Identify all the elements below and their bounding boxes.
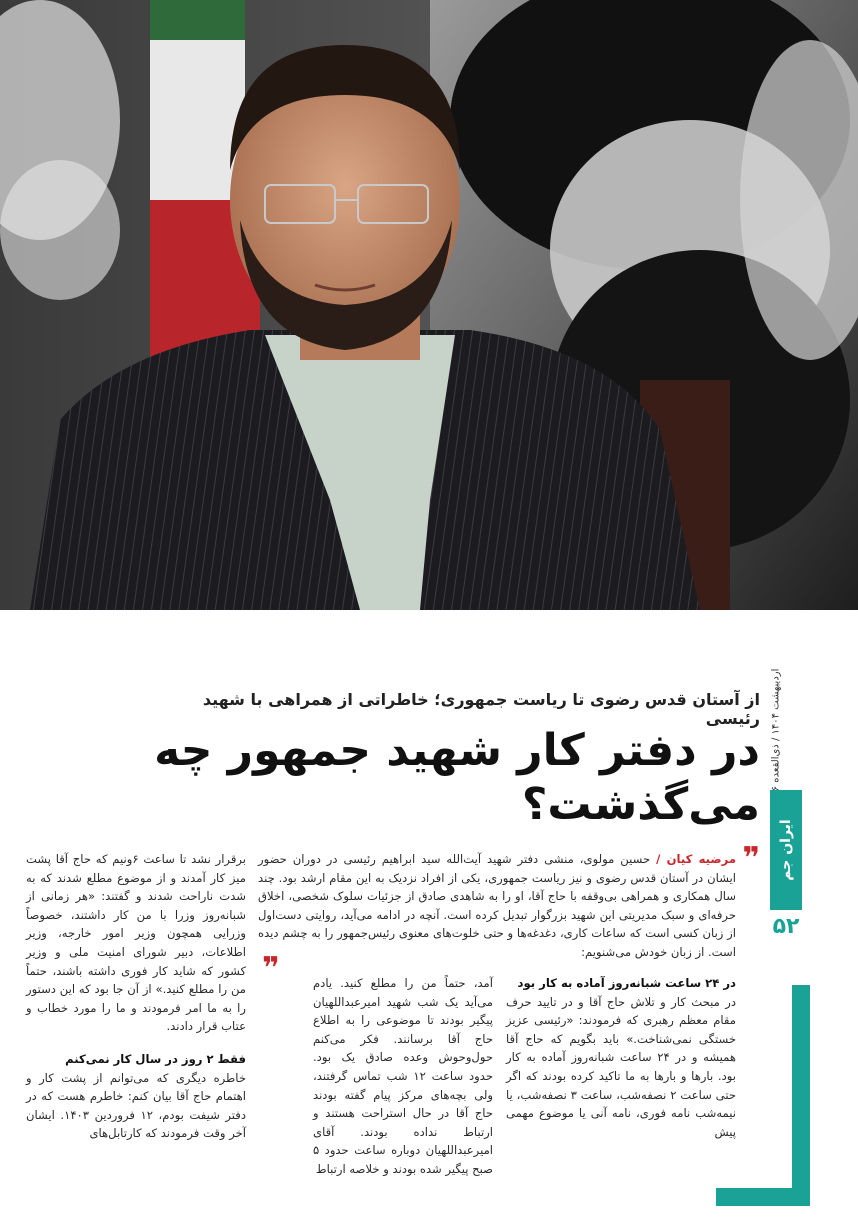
column-1-heading: در ۲۴ ساعت شبانه‌روز آماده به کار بود xyxy=(517,976,736,990)
magazine-logo-text: ایران جم xyxy=(778,819,794,881)
decorative-frame-horizontal xyxy=(716,1188,810,1206)
column-1-text: در مبحث کار و تلاش حاج آقا و در تایید حرف مقام معظم رهبری که فرمودند: «رئیسی عزیز خستگی نمی‌شناخت.» باید بگویم که حاج آقا همیشه و در ۲۴ ساعت شبانه‌روز آماده به کار بود. بارها و بارها به ما تاکید کرده بودند که اگر حتی ساعت ۲ نصفه‌شب، ساعت ۳ نصفه‌شب، یا نیمه‌شب نامه فوری، نامه آنی یا موضوع مهمی پیش xyxy=(506,994,736,1139)
article-kicker: از آستان قدس رضوی تا ریاست جمهوری؛ خاطراتی از همراهی با شهید رئیسی xyxy=(202,690,760,728)
article-column-3 xyxy=(26,850,246,1143)
headline-line-2: می‌گذشت؟ xyxy=(521,779,760,830)
column-3-heading: فقط ۲ روز در سال کار نمی‌کنم xyxy=(65,1051,246,1066)
author-name: مرضیه کیان / xyxy=(656,852,736,866)
article-lead xyxy=(258,850,736,962)
decorative-frame-vertical xyxy=(792,985,810,1205)
quote-icon: ❞ xyxy=(742,841,760,876)
article-column-1 xyxy=(506,974,736,1141)
article-column-2 xyxy=(313,974,493,1179)
column-3-text: برقرار نشد تا ساعت ۶ونیم که حاج آقا پشت میز کار آمدند و از موضوع مطلع شدند که به شدت ناراحت شدند و گفتند: «هر زمانی از شبانه‌روز وزرا با من کار داشتند، خصوصاً وزرایی همچون وزیر امور خارجه، وزیر اطلاعات، دبیر شورای امنیت ملی و وزیر کشور که شاید کار فوری داشته باشند، حتماً من را مطلع کنید.» از آن جا بود که این دستور را به ما امر فرمودند و ما را مورد خطاب و عتاب قرار دادند. xyxy=(26,852,246,1034)
issue-date xyxy=(756,668,796,788)
page-number: ۵۲ xyxy=(772,914,800,939)
column-3-text-2: خاطره دیگری که می‌توانم از پشت کار و اهتمام حاج آقا بیان کنم: خاطرم هست که در دفتر شیفت بودم، ۱۲ فروردین ۱۴۰۳. ایشان آخر وقت فرمودند که کارتابل‌های xyxy=(26,1070,246,1141)
column-2-text: آمد، حتماً من را مطلع کنید. یادم می‌آید یک شب شهید امیرعبداللهیان پیگیر بودند تا موضوعی را به اطلاع حاج آقا برسانند. فکر می‌کنم حول‌وحوش وعده صادق یک بود. حدود ساعت ۱۲ شب تماس گرفتند، ولی بچه‌های مرکز پیام گفته بودند حاج آقا در حال استراحت هستند و ارتباط نداده بودند. آقای امیرعبداللهیان دوباره ساعت حدود ۵ صبح پیگیر شده بودند و خلاصه ارتباط xyxy=(313,976,493,1176)
article-headline xyxy=(120,724,760,832)
magazine-logo xyxy=(770,790,802,910)
lead-text: حسین مولوی، منشی دفتر شهید آیت‌الله سید ابراهیم رئیسی در دوران حضور ایشان در آستان قدس رضوی و نیز ریاست جمهوری، یکی از افراد نزدیک به این مقام ارشد بود. چند سال همکاری و همراهی بی‌وقفه با حاج آقا، او را به شاهدی صادق از جزئیات سلوک شخصی، اخلاق حرفه‌ای و سبک مدیریتی این شهید بزرگوار تبدیل کرده است. آنچه در ادامه می‌آید، روایتی دست‌اول از زبان کسی است که ساعات کاری، دغدغه‌ها و حتی خلوت‌های معنوی رئیس‌جمهور را به چشم دیده است. از زبان خودش می‌شنویم: xyxy=(258,852,736,959)
issue-date-text: اردیبهشت ۱۴۰۴ / ذی‌القعده xyxy=(770,668,782,783)
quote-icon: ❞ xyxy=(262,951,280,986)
headline-line-1: در دفتر کار شهید جمهور چه xyxy=(154,725,760,776)
